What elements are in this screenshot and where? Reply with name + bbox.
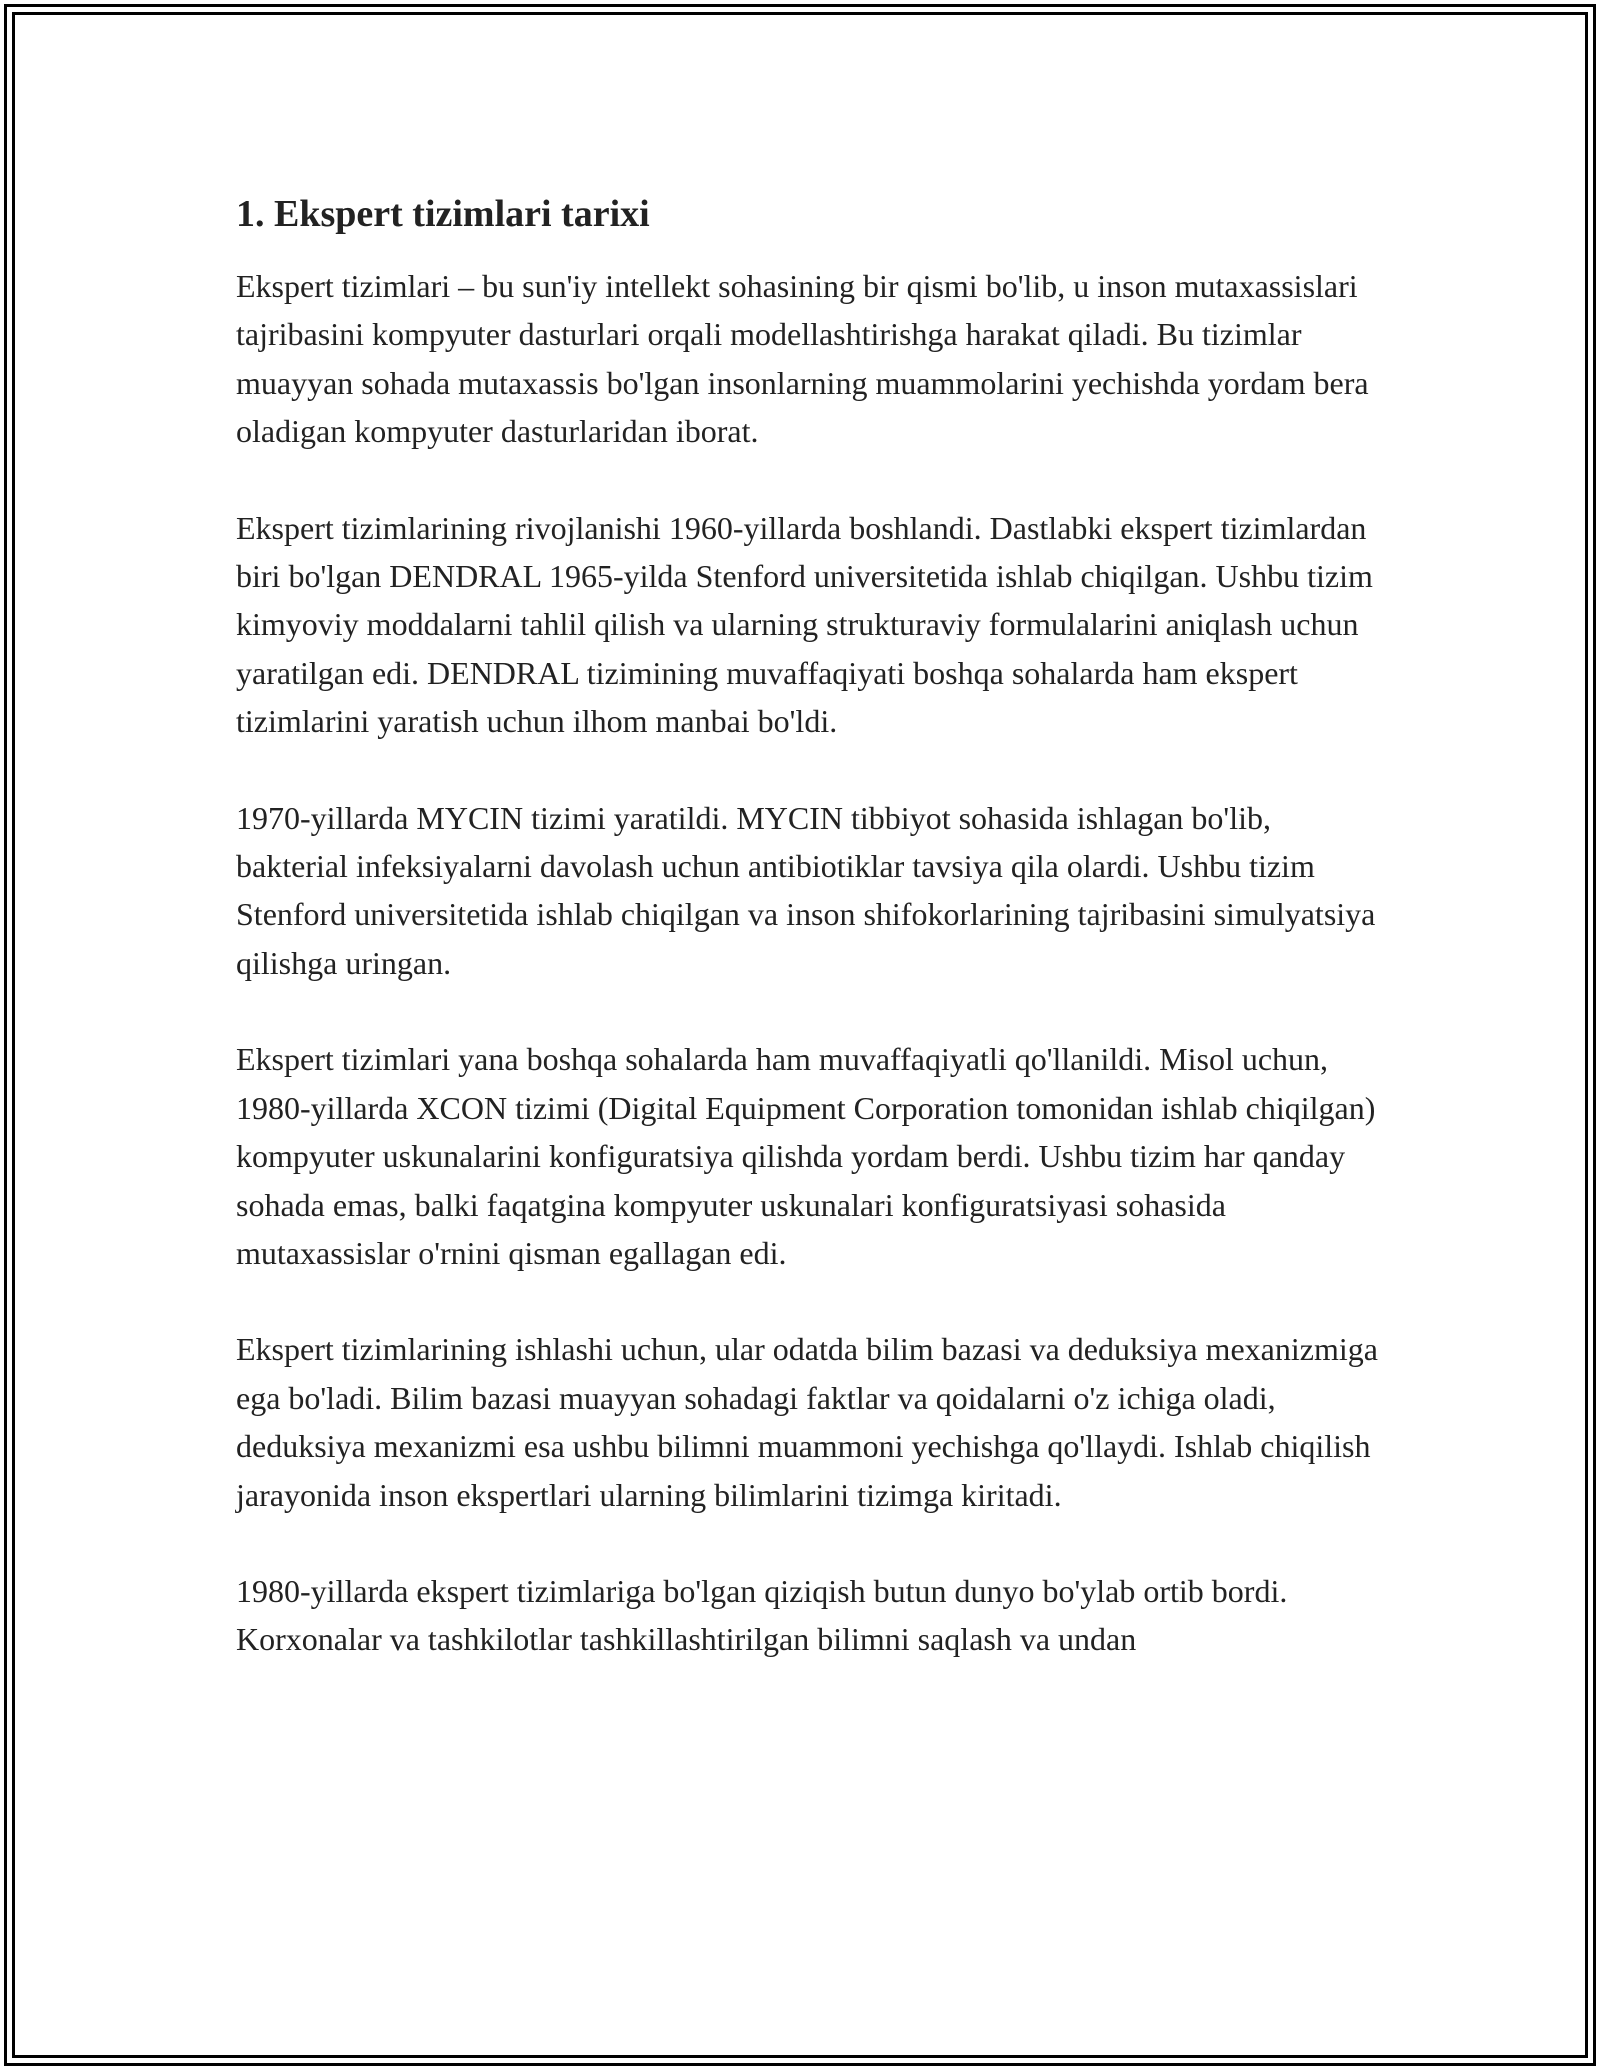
document-body [236, 188, 1386, 1664]
paragraph-dendral: Ekspert tizimlarining rivojlanishi 1960-yillarda boshlandi. Dastlabki ekspert tizimlardan biri bo'lgan DENDRAL 1965-yilda Stenford universitetida ishlab chiqilgan. Ushbu tizim kimyoviy moddalarni tahlil qilish va ularning strukturaviy formulalarini aniqlash uchun yaratilgan edi. DENDRAL tizimining muvaffaqiyati boshqa sohalarda ham ekspert tizimlarini yaratish uchun ilhom manbai bo'ldi. [236, 509, 1373, 740]
paragraph-mycin: 1970-yillarda MYCIN tizimi yaratildi. MYCIN tibbiyot sohasida ishlagan bo'lib, bakterial infeksiyalarni davolash uchun antibiotiklar tavsiya qila olardi. Ushbu tizim Stenford universitetida ishlab chiqilgan va inson shifokorlarining tajribasini simulyatsiya qilishga uringan. [236, 799, 1376, 981]
paragraph-knowledge-base: Ekspert tizimlarining ishlashi uchun, ular odatda bilim bazasi va deduksiya mexanizmiga ega bo'ladi. Bilim bazasi muayyan sohadagi faktlar va qoidalarni o'z ichiga oladi, deduksiya mexanizmi esa ushbu bilimni muammoni yechishga qo'llaydi. Ishlab chiqilish jarayonida inson ekspertlari ularning bilimlarini tizimga kiritadi. [236, 1331, 1378, 1513]
section-heading: 1. Ekspert tizimlari tarixi [236, 193, 650, 235]
paragraph-intro: Ekspert tizimlari – bu sun'iy intellekt sohasining bir qismi bo'lib, u inson mutaxassislari tajribasini kompyuter dasturlari orqali modellashtirishga harakat qiladi. Bu tizimlar muayyan sohada mutaxassis bo'lgan insonlarning muammolarini yechishda yordam bera oladigan kompyuter dasturlaridan iborat. [236, 268, 1369, 450]
paragraph-1980s-interest: 1980-yillarda ekspert tizimlariga bo'lgan qiziqish butun dunyo bo'ylab ortib bordi. Korxonalar va tashkilotlar tashkillashtirilgan bilimni saqlash va undan [236, 1572, 1288, 1658]
paragraph-xcon: Ekspert tizimlari yana boshqa sohalarda ham muvaffaqiyatli qo'llanildi. Misol uchun, 1980-yillarda XCON tizimi (Digital Equipment Corporation tomonidan ishlab chiqilgan) kompyuter uskunalarini konfiguratsiya qilishda yordam berdi. Ushbu tizim har qanday sohada emas, balki faqatgina kompyuter uskunalari konfiguratsiyasi sohasida mutaxassislar o'rnini qisman egallagan edi. [236, 1041, 1376, 1271]
